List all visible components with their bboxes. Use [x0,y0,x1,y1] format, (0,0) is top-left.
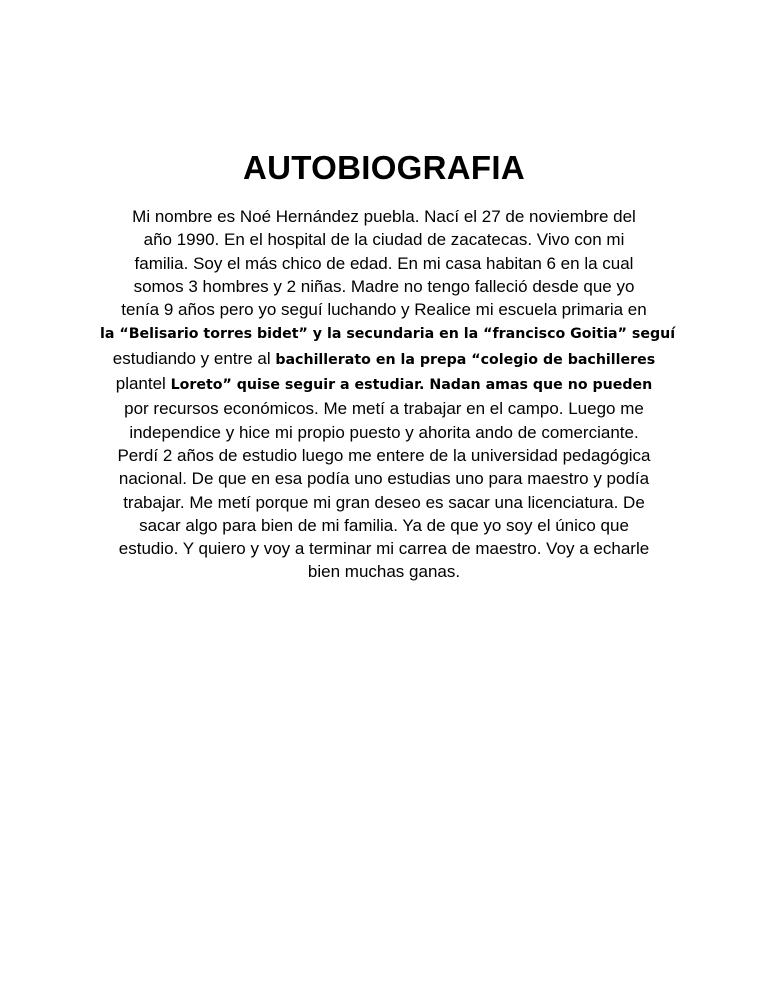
paragraph-line [100,537,668,560]
paragraph-line [100,372,668,397]
bold-text-segment: bachillerato en la prepa “colegio de bachilleres [275,351,656,368]
text-segment: independice y hice mi propio puesto y ahorita ando de comerciante. [129,422,639,442]
autobiography-paragraph [100,205,676,584]
text-segment: nacional. De que en esa podía uno estudias uno para maestro y podía [118,469,650,489]
text-segment: Mi nombre es Noé Hernández puebla. Nací el 27 de noviembre del [132,207,636,226]
paragraph-line [100,275,668,298]
paragraph-line [100,205,668,228]
paragraph-line [100,421,668,444]
text-segment: somos 3 hombres y 2 niñas. Madre no tengo falleció desde que yo [133,276,635,296]
text-segment: trabajar. Me metí porque mi gran deseo es sacar una licenciatura. De [123,492,645,512]
paragraph-line [100,321,676,346]
text-segment: estudio. Y quiero y voy a terminar mi carrea de maestro. Voy a echarle [118,539,650,559]
paragraph-line [100,514,668,537]
bold-text-segment: Loreto” quise seguir a estudiar. Nadan amas que no pueden [170,377,653,394]
bold-text-segment: la “Belisario torres bidet” y la secundaria en la “francisco Goitia” seguí [100,326,676,343]
text-segment: estudiando y entre al [112,348,276,368]
paragraph-line [100,397,668,420]
text-segment: familia. Soy el más chico de edad. En mi casa habitan 6 en la cual [134,253,634,273]
text-segment: bien muchas ganas. [307,562,461,582]
paragraph-line [100,560,668,583]
text-segment: plantel [115,374,171,394]
document-title: AUTOBIOGRAFIA [243,149,525,186]
paragraph-line [100,252,668,275]
paragraph-line [100,298,668,321]
paragraph-line [100,347,668,372]
paragraph-line [100,467,668,490]
paragraph-line [100,228,668,251]
paragraph-line [100,491,668,514]
paragraph-line [100,444,668,467]
text-segment: año 1990. En el hospital de la ciudad de zacatecas. Vivo con mi [143,230,625,250]
text-segment: por recursos económicos. Me metí a trabajar en el campo. Luego me [124,399,644,419]
text-segment: tenía 9 años pero yo seguí luchando y Realice mi escuela primaria en [121,300,647,320]
text-segment: Perdí 2 años de estudio luego me entere de la universidad pedagógica [117,445,651,465]
text-segment: sacar algo para bien de mi familia. Ya de que yo soy el único que [139,515,629,535]
